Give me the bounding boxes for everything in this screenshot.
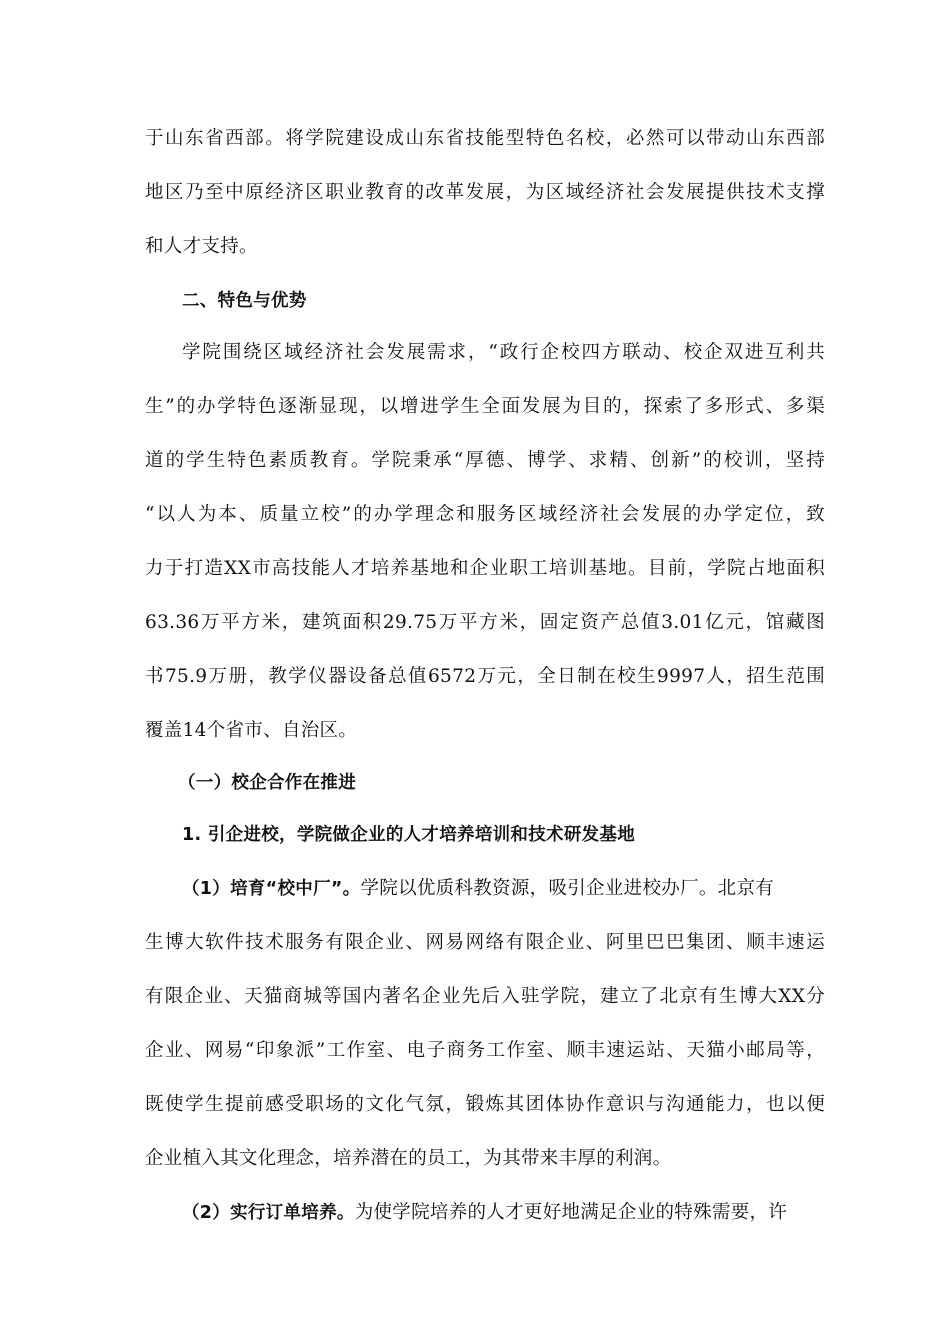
- text-line: 力于打造XX市高技能人才培养基地和企业职工培训基地。目前，学院占地面积: [145, 558, 825, 579]
- text-line: 企业、网易“印象派”工作室、电子商务工作室、顺丰速运站、天猫小邮局等，: [145, 1040, 825, 1061]
- text-span: 为使学院培养的人才更好地满足企业的特殊需要，许: [354, 1202, 788, 1223]
- text-line: 63.36万平方米，建筑面积29.75万平方米，固定资产总值3.01亿元，馆藏图: [145, 612, 825, 633]
- paragraph-lead: （1）培育“校中厂”。: [182, 879, 361, 899]
- text-line: 道的学生特色素质教育。学院秉承“厚德、博学、求精、创新”的校训，坚持: [145, 450, 825, 471]
- subsection-heading: （一）校企合作在推进: [178, 773, 356, 793]
- text-line: 于山东省西部。将学院建设成山东省技能型特色名校，必然可以带动山东西部: [145, 128, 825, 149]
- text-line: 和人才支持。: [145, 236, 258, 257]
- text-span: 学院以优质科教资源，吸引企业进校办厂。北京有: [360, 878, 775, 899]
- text-line: 覆盖14个省市、自治区。: [145, 720, 358, 741]
- text-line: 书75.9万册，教学仪器设备总值6572万元，全日制在校生9997人，招生范围: [145, 666, 825, 687]
- paragraph-first-line: [182, 1200, 825, 1226]
- text-line: 企业植入其文化理念，培养潜在的员工，为其带来丰厚的利润。: [145, 1148, 672, 1169]
- section-heading: 二、特色与优势: [182, 291, 307, 311]
- text-line: 有限企业、天猫商城等国内著名企业先后入驻学院，建立了北京有生博大XX分: [145, 986, 825, 1007]
- text-line: 学院围绕区域经济社会发展需求，“政行企校四方联动、校企双进互利共: [182, 342, 825, 363]
- paragraph-first-line: [182, 876, 825, 902]
- paragraph-lead: （2）实行订单培养。: [182, 1203, 355, 1223]
- text-line: “以人为本、质量立校”的办学理念和服务区域经济社会发展的办学定位，致: [145, 504, 825, 525]
- text-line: 生”的办学特色逐渐显现，以增进学生全面发展为目的，探索了多形式、多渠: [145, 396, 825, 417]
- item-heading: 1. 引企进校，学院做企业的人才培养培训和技术研发基地: [182, 825, 636, 845]
- text-line: 地区乃至中原经济区职业教育的改革发展，为区域经济社会发展提供技术支撑: [145, 182, 825, 203]
- text-line: 既使学生提前感受职场的文化气氛，锻炼其团体协作意识与沟通能力，也以便: [145, 1094, 825, 1115]
- text-line: 生博大软件技术服务有限企业、网易网络有限企业、阿里巴巴集团、顺丰速运: [145, 932, 825, 953]
